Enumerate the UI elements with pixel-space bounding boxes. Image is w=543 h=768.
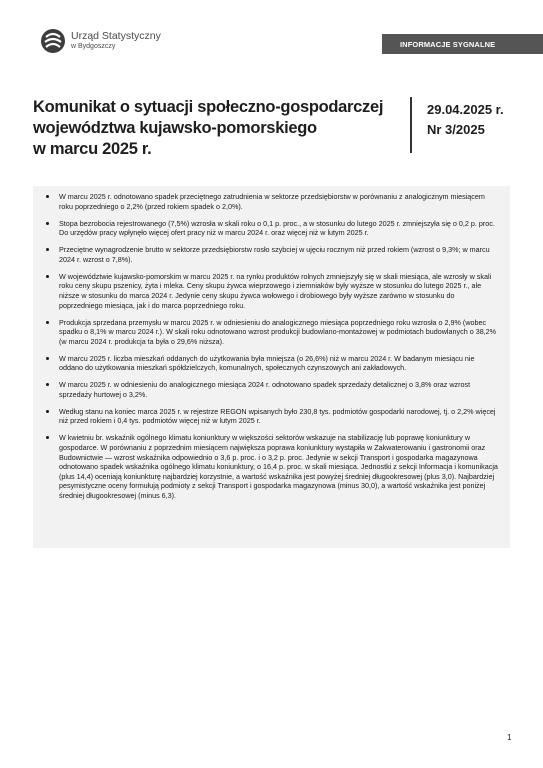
summary-item-housing: W marcu 2025 r. liczba mieszkań oddanych do użytkowania była mniejsza (o 26,6%) niż w marcu 2024 r. W badanym miesiącu nie oddano do użytkowania mieszkań spółdzielczych, komunalnych, społecznych czynszowych ani zakładowych. [59, 354, 500, 373]
summary-item-agriculture: W województwie kujawsko-pomorskim w marcu 2025 r. na rynku produktów rolnych zmniejszyły się w skali miesiąca, ale wzrosły w skali roku ceny skupu pszenicy, żyta i mleka. Ceny skupu żywca wieprzowego i ziemniaków były wyższe w stosunku do lutego 2025 r., ale niższe w stosunku do marca 2024 r. Jedynie ceny skupu żywca wołowego i drobiowego były wyższe zarówno w stosunku do poprzedniego miesiąca, jak i do marca poprzedniego roku. [59, 272, 500, 310]
summary-item-wages: Przeciętne wynagrodzenie brutto w sektorze przedsiębiorstw rosło szybciej w ujęciu rocznym niż przed rokiem (wzrost o 9,3%; w marcu 2024 r. wzrost o 7,8%). [59, 245, 500, 264]
summary-item-industry: Produkcja sprzedana przemysłu w marcu 2025 r. w odniesieniu do analogicznego miesiąca poprzedniego roku wzrosła o 2,9% (wobec spadku o 8,1% w marcu 2024 r.). W skali roku odnotowano wzrost produkcji budowlano-montażowej w podmiotach budowlanych o 38,2% (w marcu 2024 r. produkcja ta była o 29,6% niższa). [59, 318, 500, 347]
logo-icon [40, 28, 66, 54]
title-line-2: województwa kujawsko-pomorskiego [33, 119, 317, 137]
page-number: 1 [507, 733, 512, 742]
publication-date: 29.04.2025 r. [427, 102, 504, 117]
office-logo [40, 28, 161, 54]
title-divider [410, 97, 412, 153]
summary-list [33, 186, 510, 501]
summary-item-business-climate: W kwietniu br. wskaźnik ogólnego klimatu koniunktury w większości sektorów wskazuje na stabilizację lub poprawę koniunktury w gospodarce. W porównaniu z poprzednim miesiącem największa poprawa koniunktury wystąpiła w Zakwaterowaniu i gastronomii oraz Budownictwie — wzrost wskaźnika odpowiednio o 3,6 p. proc. i o 3,2 p. proc. Jedynie w sekcji Transport i gospodarka magazynowa odnotowano spadek wskaźnika ogólnego klimatu koniunktury, o 16,4 p. proc. w skali miesiąca. Jednostki z sekcji Informacja i komunikacja (plus 14,4) oceniają koniunkturę najbardziej korzystnie, a wartość wskaźnika jest powyżej średniej długookresowej (plus 3,0). Najbardziej pesymistyczne oceny formułują podmioty z sekcji Transport i gospodarka magazynowa (minus 30,0), a wartość wskaźnika jest poniżej średniej długookresowej (minus 6,3). [59, 433, 500, 500]
summary-item-unemployment: Stopa bezrobocia rejestrowanego (7,5%) wzrosła w skali roku o 0,1 p. proc., a w stosunku do lutego 2025 r. zmniejszyła się o 0,2 p. proc. Do urzędów pracy wpłynęło więcej ofert pracy niż w marcu 2024 r. oraz więcej niż w lutym 2025 r. [59, 219, 500, 238]
summary-item-sales: W marcu 2025 r. w odniesieniu do analogicznego miesiąca 2024 r. odnotowano spadek sprzedaży detalicznej o 3,8% oraz wzrost sprzedaży hurtowej o 3,2%. [59, 380, 500, 399]
summary-item-regon: Według stanu na koniec marca 2025 r. w rejestrze REGON wpisanych było 230,8 tys. podmiotów gospodarki narodowej, tj. o 2,2% więcej niż przed rokiem i 0,4 tys. podmiotów więcej niż w lutym 2025 r. [59, 407, 500, 426]
document-title [33, 97, 393, 160]
title-line-3: w marcu 2025 r. [33, 140, 152, 158]
publication-type-badge: INFORMACJE SYGNALNE [382, 34, 543, 54]
title-line-1: Komunikat o sytuacji społeczno-gospodarczej [33, 98, 384, 116]
logo-city: w Bydgoszczy [71, 42, 116, 50]
publication-meta [427, 100, 504, 140]
summary-box [33, 186, 510, 548]
summary-item-employment: W marcu 2025 r. odnotowano spadek przeciętnego zatrudnienia w sektorze przedsiębiorstw w porównaniu z analogicznym miesiącem roku poprzedniego o 2,2% (przed rokiem spadek o 2,0%). [59, 192, 500, 211]
publication-number: Nr 3/2025 [427, 122, 485, 137]
logo-name: Urząd Statystyczny [71, 30, 161, 43]
